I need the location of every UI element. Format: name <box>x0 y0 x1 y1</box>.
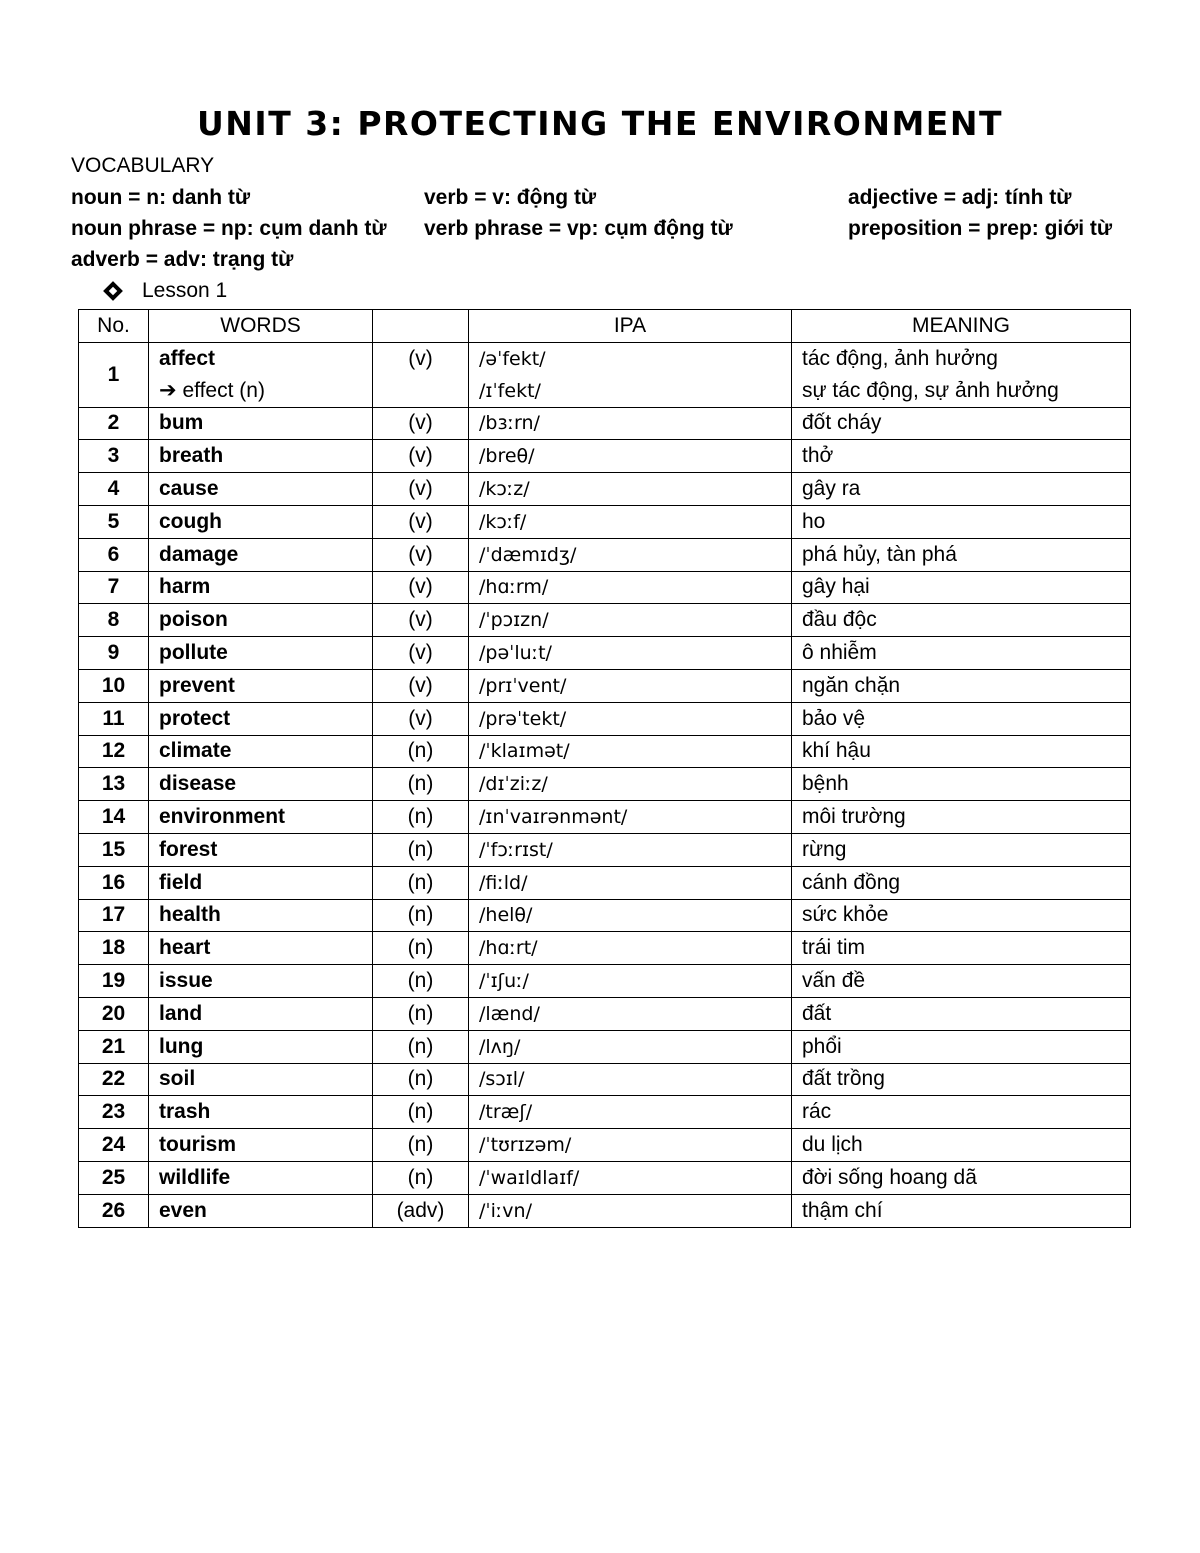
table-row <box>79 473 1131 506</box>
row-pos: (v) <box>373 702 469 735</box>
row-pos: (v) <box>373 637 469 670</box>
row-ipa: /hɑːrt/ <box>469 932 792 965</box>
row-pos: (n) <box>373 801 469 834</box>
row-number: 10 <box>79 669 149 702</box>
row-word: disease <box>149 768 373 801</box>
derived-word-label: effect (n) <box>182 379 265 403</box>
row-ipa: /ˈɪʃuː/ <box>469 965 792 998</box>
table-row <box>79 932 1131 965</box>
row-number: 5 <box>79 505 149 538</box>
table-row <box>79 1161 1131 1194</box>
row-pos: (adv) <box>373 1194 469 1227</box>
row-word: environment <box>149 801 373 834</box>
row-word: land <box>149 997 373 1030</box>
row-meaning: đất trồng <box>792 1063 1131 1096</box>
row-pos: (n) <box>373 932 469 965</box>
row-ipa: /lænd/ <box>469 997 792 1030</box>
row-pos: (v) <box>373 440 469 473</box>
row-pos: (v) <box>373 604 469 637</box>
abbr-noun: noun = n: danh từ <box>71 186 251 209</box>
row-meaning: đầu độc <box>792 604 1131 637</box>
lesson-label: Lesson 1 <box>142 279 228 302</box>
row-ipa: /kɔːz/ <box>469 473 792 506</box>
row-ipa: /prəˈtekt/ <box>469 702 792 735</box>
row-number: 14 <box>79 801 149 834</box>
section-heading: VOCABULARY <box>71 154 215 177</box>
row-meaning: bệnh <box>792 768 1131 801</box>
row-number: 12 <box>79 735 149 768</box>
row-meaning: gây hại <box>792 571 1131 604</box>
row-number: 3 <box>79 440 149 473</box>
row-pos: (n) <box>373 1096 469 1129</box>
row-ipa: /hɑːrm/ <box>469 571 792 604</box>
row-number: 6 <box>79 538 149 571</box>
row-pos: (n) <box>373 833 469 866</box>
table-row <box>79 899 1131 932</box>
table-subrow <box>79 375 1131 407</box>
row-ipa: /ˈiːvn/ <box>469 1194 792 1227</box>
row-ipa: /ˈpɔɪzn/ <box>469 604 792 637</box>
row-word: soil <box>149 1063 373 1096</box>
row-ipa: /breθ/ <box>469 440 792 473</box>
row-number: 16 <box>79 866 149 899</box>
row-derived-word <box>149 375 373 407</box>
row-meaning: rừng <box>792 833 1131 866</box>
table-header-row <box>79 310 1131 343</box>
page-title: UNIT 3: PROTECTING THE ENVIRONMENT <box>197 104 1003 143</box>
row-pos: (n) <box>373 1063 469 1096</box>
row-ipa: /ˈdæmɪdʒ/ <box>469 538 792 571</box>
row-derived-meaning: sự tác động, sự ảnh hưởng <box>792 375 1131 407</box>
table-row <box>79 1096 1131 1129</box>
row-meaning: bảo vệ <box>792 702 1131 735</box>
row-meaning: du lịch <box>792 1129 1131 1162</box>
row-ipa: /ɪnˈvaɪrənmənt/ <box>469 801 792 834</box>
row-ipa: /ˈwaɪldlaɪf/ <box>469 1161 792 1194</box>
abbr-adjective: adjective = adj: tính từ <box>848 186 1072 209</box>
lesson-heading <box>106 279 227 303</box>
row-pos: (n) <box>373 965 469 998</box>
row-word: wildlife <box>149 1161 373 1194</box>
row-pos: (n) <box>373 1030 469 1063</box>
row-number: 7 <box>79 571 149 604</box>
row-number: 11 <box>79 702 149 735</box>
table-row <box>79 1194 1131 1227</box>
table-row <box>79 604 1131 637</box>
table-row <box>79 965 1131 998</box>
header-ipa: IPA <box>469 310 792 343</box>
header-pos <box>373 310 469 343</box>
row-word: tourism <box>149 1129 373 1162</box>
table-row <box>79 833 1131 866</box>
row-ipa: /sɔɪl/ <box>469 1063 792 1096</box>
row-pos: (n) <box>373 899 469 932</box>
table-row <box>79 702 1131 735</box>
row-word: even <box>149 1194 373 1227</box>
table-row <box>79 997 1131 1030</box>
arrow-right-icon: ➔ <box>159 378 177 403</box>
row-number: 2 <box>79 407 149 440</box>
row-pos: (n) <box>373 1129 469 1162</box>
row-pos: (n) <box>373 768 469 801</box>
row-number: 15 <box>79 833 149 866</box>
row-word: breath <box>149 440 373 473</box>
row-word: field <box>149 866 373 899</box>
row-meaning: phổi <box>792 1030 1131 1063</box>
row-pos: (v) <box>373 407 469 440</box>
row-meaning: tác động, ảnh hưởng <box>792 343 1131 375</box>
table-row <box>79 538 1131 571</box>
row-ipa: /lʌŋ/ <box>469 1030 792 1063</box>
row-meaning: đốt cháy <box>792 407 1131 440</box>
row-number: 9 <box>79 637 149 670</box>
table-row <box>79 571 1131 604</box>
row-ipa: /pəˈluːt/ <box>469 637 792 670</box>
row-pos: (v) <box>373 571 469 604</box>
header-meaning: MEANING <box>792 310 1131 343</box>
row-pos-empty <box>373 375 469 407</box>
row-meaning: cánh đồng <box>792 866 1131 899</box>
row-meaning: môi trường <box>792 801 1131 834</box>
row-meaning: trái tim <box>792 932 1131 965</box>
row-number: 18 <box>79 932 149 965</box>
row-pos: (v) <box>373 669 469 702</box>
row-number: 21 <box>79 1030 149 1063</box>
table-row <box>79 1129 1131 1162</box>
row-word: affect <box>149 343 373 375</box>
abbr-noun-phrase: noun phrase = np: cụm danh từ <box>71 217 387 240</box>
row-word: protect <box>149 702 373 735</box>
table-row <box>79 637 1131 670</box>
abbr-verb: verb = v: động từ <box>424 186 597 209</box>
row-number: 19 <box>79 965 149 998</box>
row-number: 8 <box>79 604 149 637</box>
row-ipa: /ˈfɔːrɪst/ <box>469 833 792 866</box>
table-row <box>79 343 1131 375</box>
row-pos: (v) <box>373 473 469 506</box>
table-row <box>79 866 1131 899</box>
row-number: 1 <box>79 343 149 408</box>
row-meaning: ô nhiễm <box>792 637 1131 670</box>
row-word: bum <box>149 407 373 440</box>
diamond-bullet-icon <box>103 281 123 301</box>
row-word: poison <box>149 604 373 637</box>
row-pos: (n) <box>373 866 469 899</box>
row-number: 25 <box>79 1161 149 1194</box>
row-word: heart <box>149 932 373 965</box>
row-ipa: /əˈfekt/ <box>469 343 792 375</box>
row-ipa: /bɜːrn/ <box>469 407 792 440</box>
row-derived-ipa: /ɪˈfekt/ <box>469 375 792 407</box>
row-word: cause <box>149 473 373 506</box>
row-pos: (n) <box>373 735 469 768</box>
table-row <box>79 407 1131 440</box>
row-meaning: thậm chí <box>792 1194 1131 1227</box>
row-ipa: /prɪˈvent/ <box>469 669 792 702</box>
row-ipa: /træʃ/ <box>469 1096 792 1129</box>
table-row <box>79 440 1131 473</box>
row-pos: (n) <box>373 997 469 1030</box>
header-words: WORDS <box>149 310 373 343</box>
row-word: damage <box>149 538 373 571</box>
table-row <box>79 1063 1131 1096</box>
vocabulary-table <box>78 309 1131 1228</box>
row-ipa: /ˈklaɪmət/ <box>469 735 792 768</box>
row-meaning: đời sống hoang dã <box>792 1161 1131 1194</box>
row-word: climate <box>149 735 373 768</box>
abbr-preposition: preposition = prep: giới từ <box>848 217 1113 240</box>
row-number: 20 <box>79 997 149 1030</box>
row-meaning: đất <box>792 997 1131 1030</box>
row-number: 24 <box>79 1129 149 1162</box>
row-word: harm <box>149 571 373 604</box>
row-meaning: sức khỏe <box>792 899 1131 932</box>
row-ipa: /fiːld/ <box>469 866 792 899</box>
row-word: forest <box>149 833 373 866</box>
row-word: trash <box>149 1096 373 1129</box>
table-row <box>79 801 1131 834</box>
row-number: 23 <box>79 1096 149 1129</box>
row-meaning: thở <box>792 440 1131 473</box>
row-pos: (v) <box>373 343 469 375</box>
row-word: lung <box>149 1030 373 1063</box>
row-meaning: phá hủy, tàn phá <box>792 538 1131 571</box>
row-meaning: vấn đề <box>792 965 1131 998</box>
row-number: 17 <box>79 899 149 932</box>
header-no: No. <box>79 310 149 343</box>
row-pos: (v) <box>373 505 469 538</box>
table-row <box>79 505 1131 538</box>
table-row <box>79 735 1131 768</box>
row-pos: (v) <box>373 538 469 571</box>
row-ipa: /helθ/ <box>469 899 792 932</box>
row-ipa: /kɔːf/ <box>469 505 792 538</box>
row-word: pollute <box>149 637 373 670</box>
row-meaning: ho <box>792 505 1131 538</box>
row-word: health <box>149 899 373 932</box>
row-number: 4 <box>79 473 149 506</box>
table-row <box>79 768 1131 801</box>
row-meaning: gây ra <box>792 473 1131 506</box>
abbr-adverb: adverb = adv: trạng từ <box>71 248 294 271</box>
row-word: prevent <box>149 669 373 702</box>
row-number: 13 <box>79 768 149 801</box>
row-word: cough <box>149 505 373 538</box>
row-ipa: /ˈtʊrɪzəm/ <box>469 1129 792 1162</box>
row-ipa: /dɪˈziːz/ <box>469 768 792 801</box>
table-row <box>79 1030 1131 1063</box>
row-number: 26 <box>79 1194 149 1227</box>
abbr-verb-phrase: verb phrase = vp: cụm động từ <box>424 217 733 240</box>
row-meaning: ngăn chặn <box>792 669 1131 702</box>
table-row <box>79 669 1131 702</box>
row-meaning: rác <box>792 1096 1131 1129</box>
row-word: issue <box>149 965 373 998</box>
row-number: 22 <box>79 1063 149 1096</box>
row-meaning: khí hậu <box>792 735 1131 768</box>
row-pos: (n) <box>373 1161 469 1194</box>
